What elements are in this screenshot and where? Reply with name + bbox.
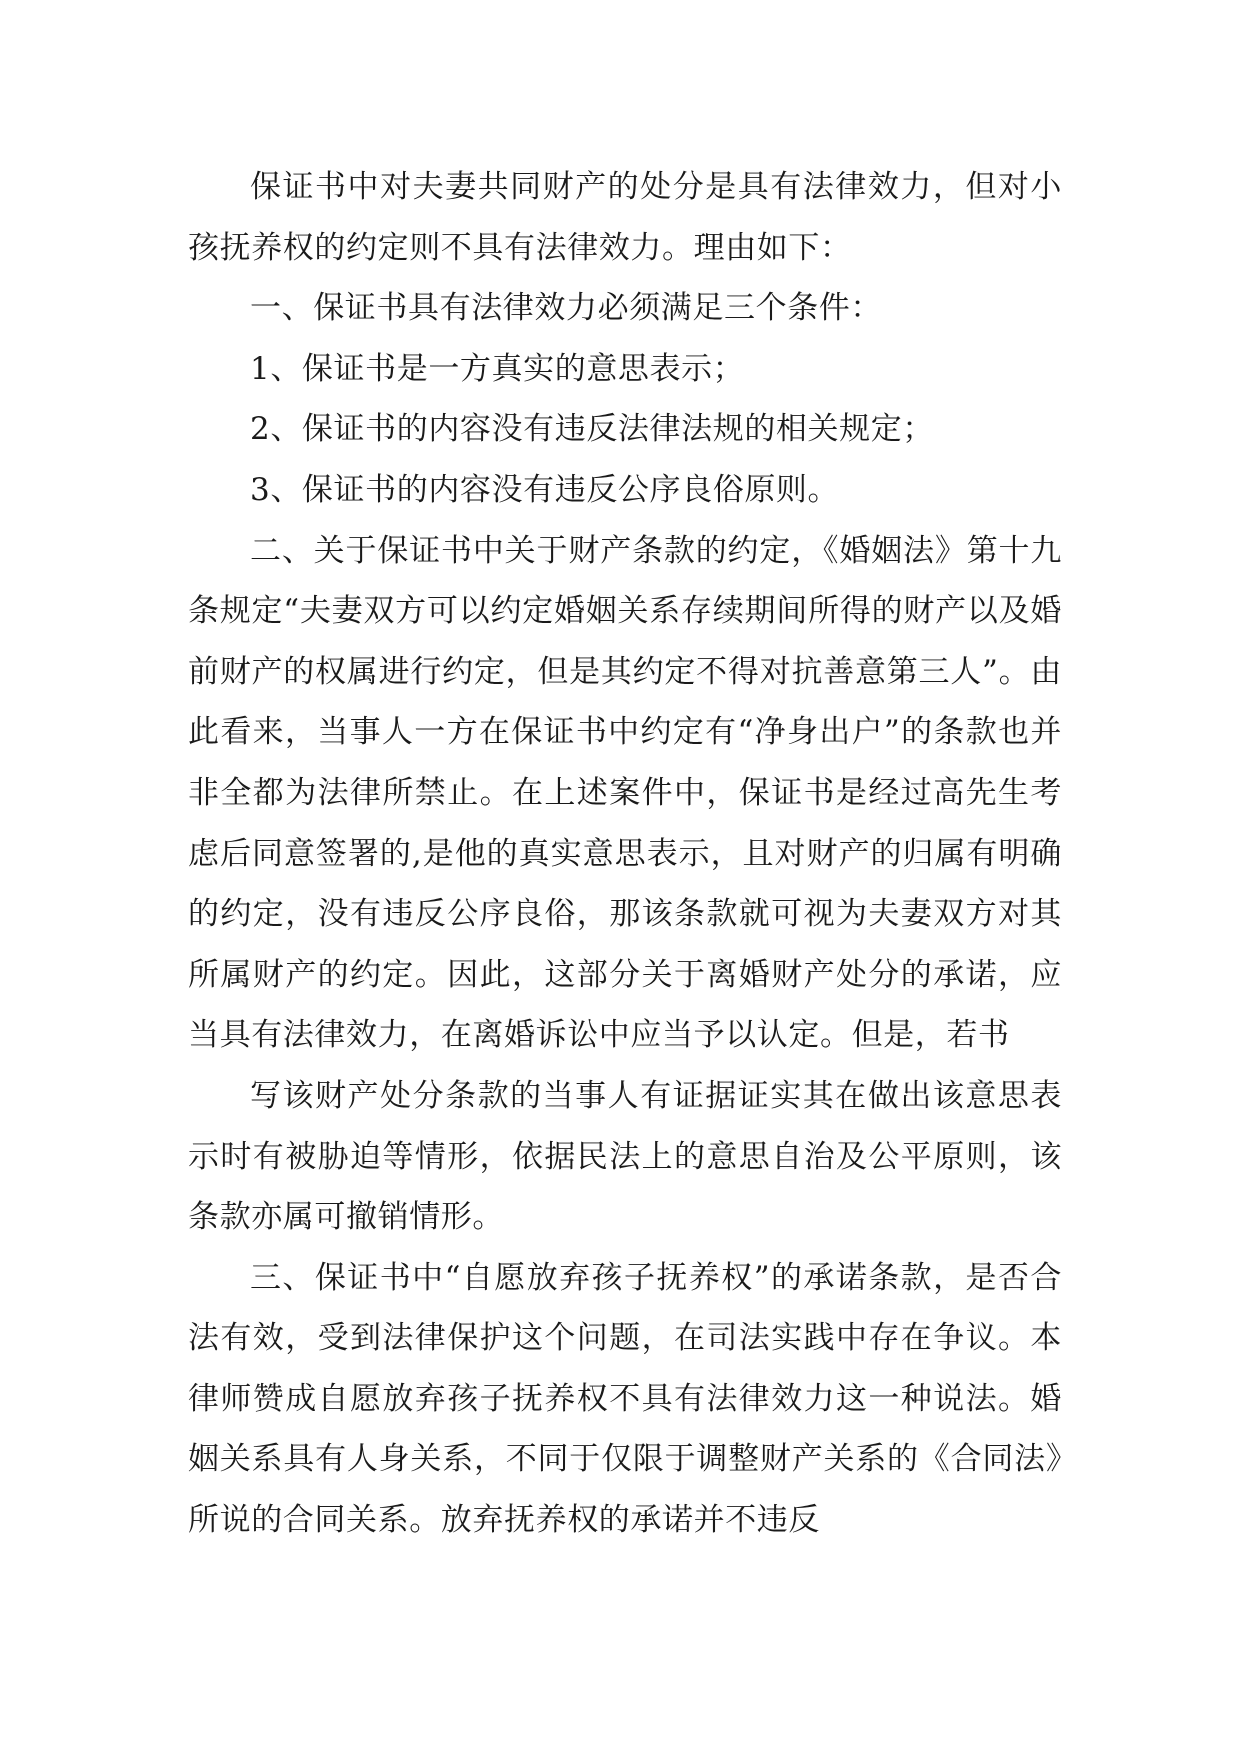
paragraph-7: 写该财产处分条款的当事人有证据证实其在做出该意思表示时有被胁迫等情形，依据民法上的意思自治及公平原则，该条款亦属可撤销情形。 — [188, 1077, 1062, 1236]
document-body — [188, 157, 1062, 1551]
paragraph-5: 3、保证书的内容没有违反公序良俗原则。 — [250, 471, 840, 508]
paragraph-3: 1、保证书是一方真实的意思表示； — [250, 350, 745, 387]
paragraph-2: 一、保证书具有法律效力必须满足三个条件： — [250, 290, 882, 327]
paragraph-8: 三、保证书中“自愿放弃孩子抚养权”的承诺条款，是否合法有效，受到法律保护这个问题，在司法实践中存在争议。本律师赞成自愿放弃孩子抚养权不具有法律效力这一种说法。婚姻关系具有人身关系，不同于仅限于调整财产关系的《合同法》所说的合同关系。放弃抚养权的承诺并不违反 — [188, 1259, 1062, 1539]
paragraph-1: 保证书中对夫妻共同财产的处分是具有法律效力，但对小孩抚养权的约定则不具有法律效力。理由如下： — [188, 169, 1062, 266]
paragraph-4: 2、保证书的内容没有违反法律法规的相关规定； — [250, 411, 934, 448]
paragraph-6: 二、关于保证书中关于财产条款的约定，《婚姻法》第十九条规定“夫妻双方可以约定婚姻关系存续期间所得的财产以及婚前财产的权属进行约定，但是其约定不得对抗善意第三人”。由此看来，当事人一方在保证书中约定有“净身出户”的条款也并非全都为法律所禁止。在上述案件中，保证书是经过高先生考虑后同意签署的,是他的真实意思表示，且对财产的归属有明确的约定，没有违反公序良俗，那该条款就可视为夫妻双方对其所属财产的约定。因此，这部分关于离婚财产处分的承诺，应当具有法律效力，在离婚诉讼中应当予以认定。但是，若书 — [188, 532, 1062, 1054]
